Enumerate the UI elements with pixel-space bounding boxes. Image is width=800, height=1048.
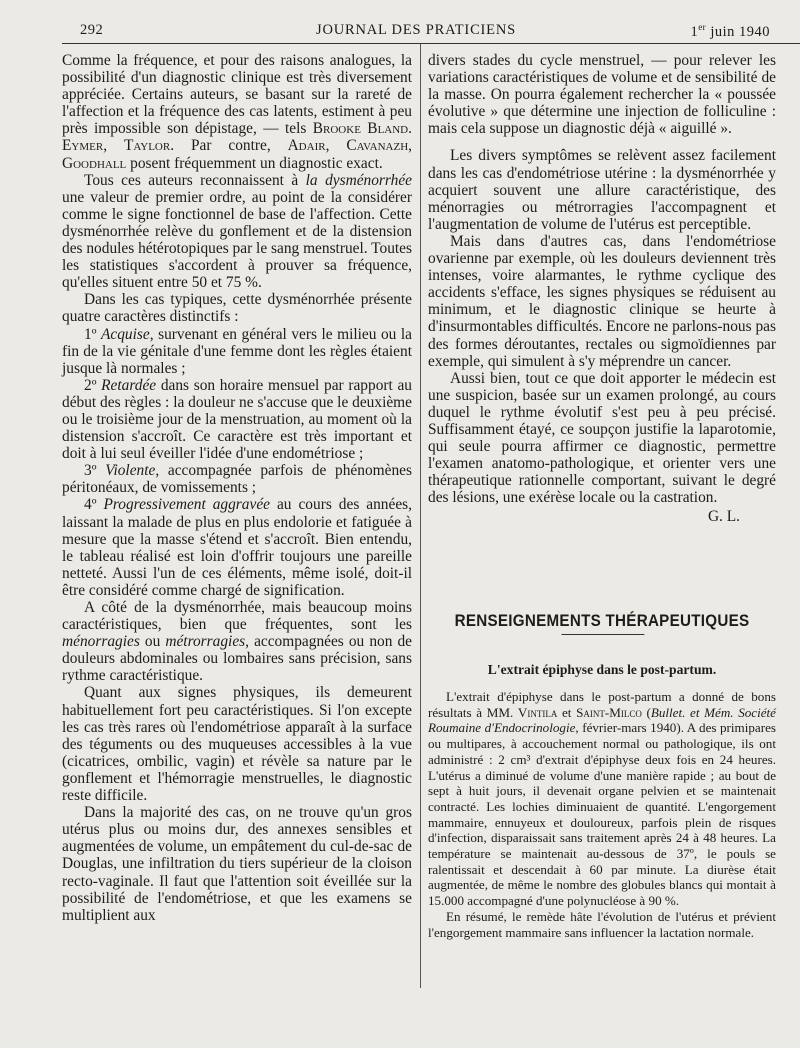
column-divider [420,44,421,988]
paragraph: Dans la majorité des cas, on ne trouve qu'un gros utérus plus ou moins dur, des annexes sensibles et augmentées de volume, un empâtement du cul-de-sac de Douglas, une infiltration du tiers supérieur de la cloison recto-vaginale. Il faut que l'attention soit éveillée sur la possibilité de l'endométriose, et que les examens se multiplient aux [62,804,412,924]
paragraph: Comme la fréquence, et pour des raisons analogues, la possibilité d'un diagnostic clinique est très diversement appréciée. Certains auteurs, se basant sur la rareté de l'affection et la fréquence des cas latents, estiment à peu près impossible son dépistage, — tels Brooke Bland. Eymer, Taylor. Par contre, Adair, Cavanazh, Goodhall posent fréquemment un diagnostic exact. [62,52,412,172]
list-item: 1º Acquise, survenant en général vers le milieu ou la fin de la vie génitale d'une femme dont les règles étaient jusque là normales ; [62,325,412,377]
list-item: 4º Progressivement aggravée au cours des années, laissant la malade de plus en plus endolorie et fatiguée à mesure que la masse s'étend et s'accroît. Bien entendu, le tableau réalisé est loin d'offrir toujours une pareille netteté. Aussi l'un de ces éléments, même isolé, doit-il être considéré comme chargé de signification. [62,496,413,599]
paragraph: L'extrait d'épiphyse dans le post-partum a donné de bons résultats à MM. Vintila et Saint-Milco (Bullet. et Mém. Société Roumaine d'Endocrinologie, février-mars 1940). A des primipares ou multipares, à accouchement normal ou pathologique, ils ont administré : 2 cm³ d'extrait d'épiphyse deux fois en 24 heures. L'utérus a diminué de volume d'une manière rapide ; au bout de sept à huit jours, il devenait organe pelvien et se maintenait contracté. Les lochies diminuaient de quantité. L'engorgement mammaire, ennuyeux et douloureux, parfois plein de risques d'infection, disparaissait sans traitement après 24 à 48 heures. La température se maintenait au-dessous de 37º, le pouls se ralentissait et descendait à 60 par minute. La diurèse était augmentée, de même le nombre des globules blancs qui montait à 15.000 accompagné d'une polynucléose à 90 %. [428,689,777,909]
article-subtitle: L'extrait épiphyse dans le post-partum. [487,662,717,677]
page-number: 292 [80,22,104,38]
paragraph: Quant aux signes physiques, ils demeurent habituellement fort peu caractéristiques. Si l'on excepte les cas très rares où l'endométriose apparaît à la surface des téguments ou des muqueuses accessibles à la vue (cicatrices, ombilic, vagin) et révèle sa nature par le gonflement et l'hémorragie menstruelles, le diagnostic reste difficile. [62,684,412,805]
paragraph: Les divers symptômes se relèvent assez facilement dans les cas d'endométriose utérine : la dysménorrhée y acquiert souvent une allure caractéristique, des ménorragies ou métrorragies l'accompagnent et l'augmentation de volume de l'utérus est perceptible. [428,147,776,233]
paragraph: divers stades du cycle menstruel, — pour relever les variations caractéristiques de volume et de sensibilité de la masse. On pourra également rechercher la « poussée évolutive » que détermine une injection de folliculine : mais cela suppose un diagnostic déjà « aiguillé ». [428,52,776,138]
issue-date: 1er juin 1940 [690,22,770,40]
journal-title: JOURNAL DES PRATICIENS [316,22,516,38]
left-column [62,52,412,924]
paragraph: Aussi bien, tout ce que doit apporter le médecin est une suspicion, basée sur un examen prolongé, au cours duquel le rythme évolutif s'est peu à peu précisé. Suffisamment étayé, ce soupçon justifie la laparotomie, qui seule pourra affirmer ce diagnostic, permettre l'examen anatomo-pathologique, et orienter vers une thérapeutique rationnelle comportant, suivant le degré des lésions, une exérèse locale ou la castration. [428,369,776,507]
paragraph: Mais dans d'autres cas, dans l'endométriose ovarienne par exemple, où les douleurs deviennent très intenses, voire alarmantes, le rythme cyclique des accidents s'efface, les signes physiques se réduisent au minimum, et le diagnostic clinique se heurte à d'insurmontables difficultés. Encore ne parlons-nous pas des formes déroutantes, rectales ou sigmoïdiennes par exemple, qui simulent à s'y méprendre un cancer. [428,232,776,370]
paragraph: Tous ces auteurs reconnaissent à la dysménorrhée une valeur de premier ordre, au point de la considérer comme le signe fonctionnel de base de l'affection. Cette dysménorrhée relève du gonflement et de la distension des nodules hétérotopiques par le sang menstruel. Toutes les statistiques s'accordent à prouver sa fréquence, qu'elles situent entre 50 et 75 %. [62,171,412,292]
section-title: RENSEIGNEMENTS THÉRAPEUTIQUES [442,612,762,631]
title-underline [562,634,645,635]
list-item: 2º Retardée dans son horaire mensuel par rapport au début des règles : la douleur ne s'accuse que le deuxième ou le troisième jour de la menstruation, au moment où la distension s'accroît. Ce caractère est très important et doit à lui seul éveiller l'idée d'une endométriose ; [62,376,412,463]
list-item: 3º Violente, accompagnée parfois de phénomènes péritonéaux, de vomissements ; [62,462,412,497]
running-header [62,20,770,42]
article-body [428,689,776,940]
author-signature: G. L. [707,508,740,526]
paragraph: Dans les cas typiques, cette dysménorrhée présente quatre caractères distinctifs : [62,291,412,326]
right-column [428,52,776,526]
paragraph: A côté de la dysménorrhée, mais beaucoup moins caractéristiques, bien que fréquentes, sont les ménorragies ou métrorragies, accompagnées ou non de douleurs abdominales ou lombaires sans précision, sans rythme caractéristique. [62,599,412,685]
paragraph: En résumé, le remède hâte l'évolution de l'utérus et prévient l'engorgement mammaire sans influencer la lactation normale. [428,908,776,940]
header-rule [62,43,800,44]
